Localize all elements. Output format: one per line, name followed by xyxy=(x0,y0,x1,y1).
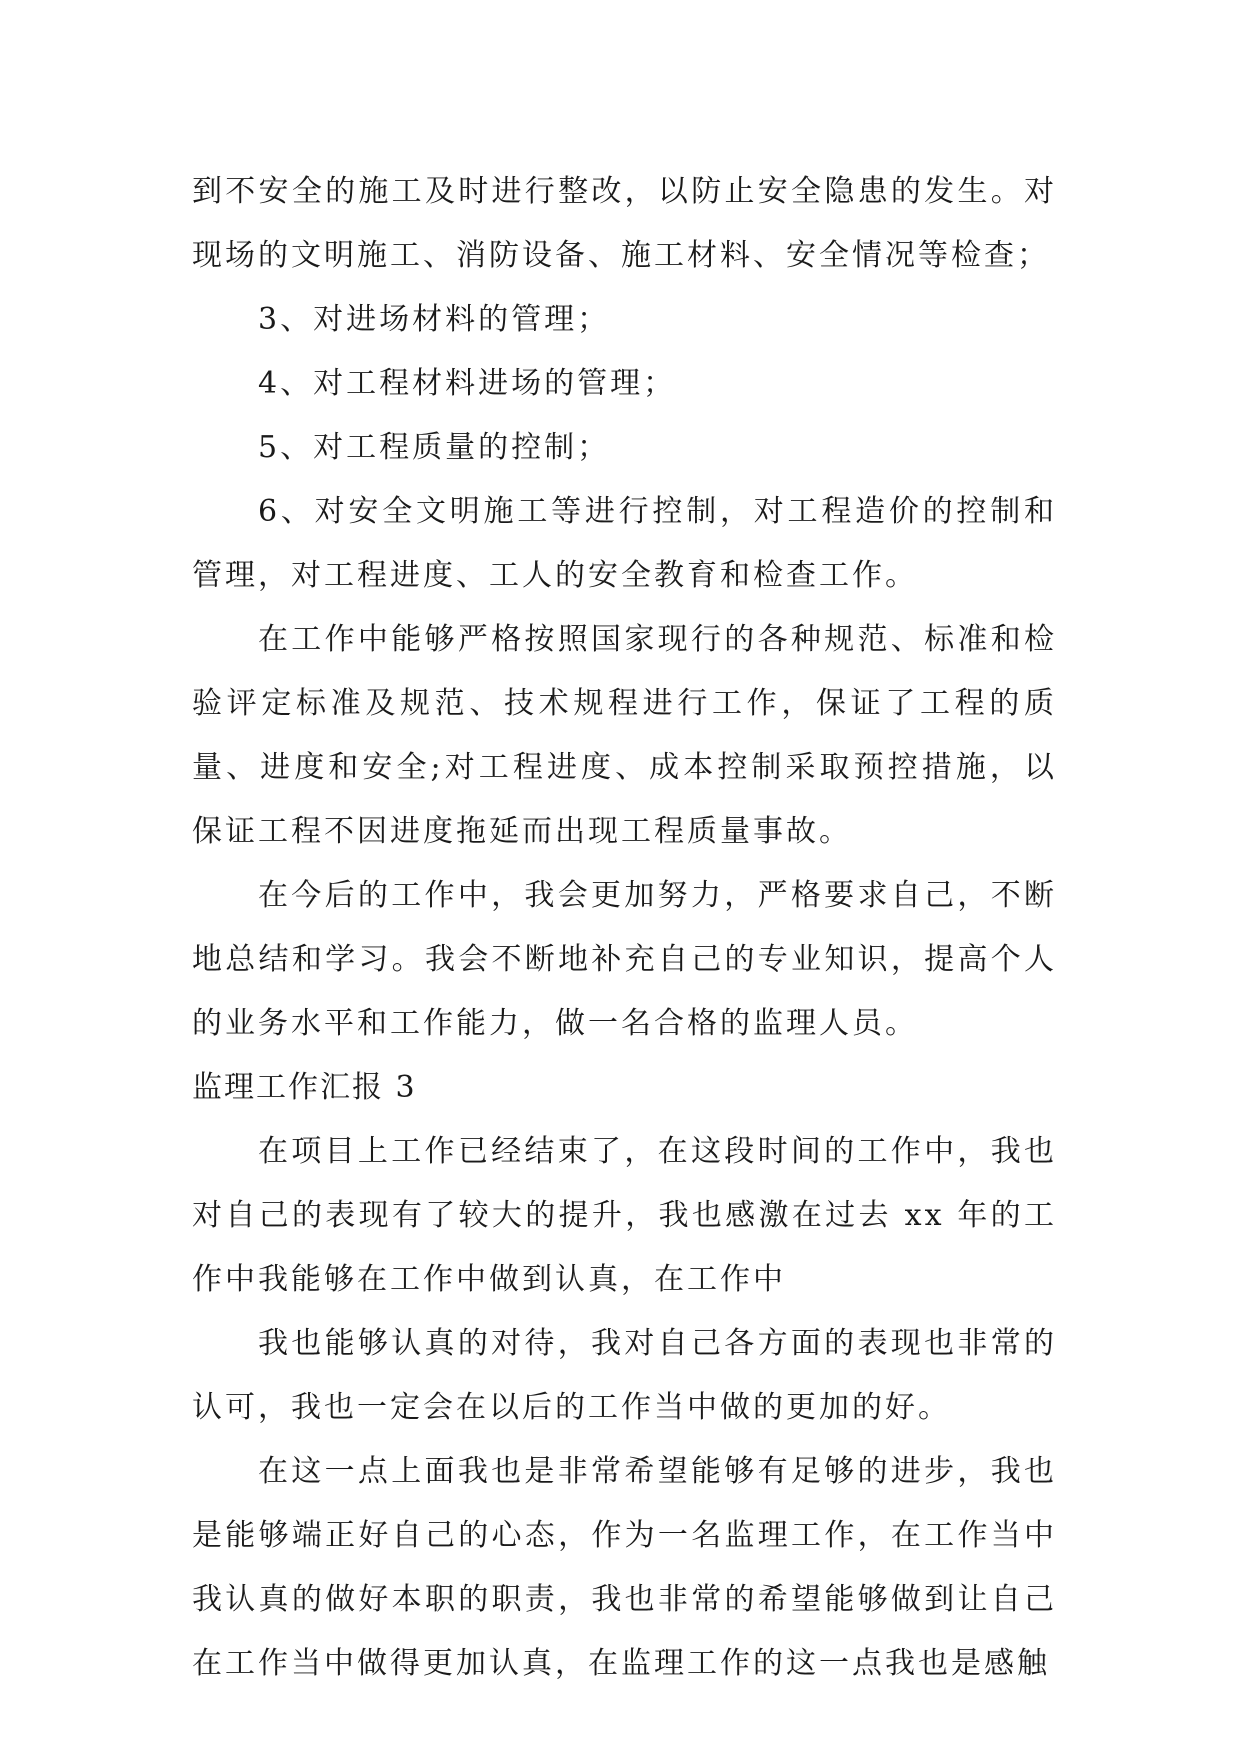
list-item-5: 5、对工程质量的控制； xyxy=(258,430,611,465)
list-item-4: 4、对工程材料进场的管理； xyxy=(258,366,677,401)
paragraph-safety-inspection: 到不安全的施工及时进行整改，以防止安全隐患的发生。对现场的文明施工、消防设备、施工材料、安全情况等检查； xyxy=(192,174,1057,273)
list-item-3: 3、对进场材料的管理； xyxy=(258,302,611,337)
section-paragraph-1: 在项目上工作已经结束了，在这段时间的工作中，我也对自己的表现有了较大的提升，我也感激在过去 xx 年的工作中我能够在工作中做到认真，在工作中 xyxy=(192,1134,1057,1297)
list-item-6: 6、对安全文明施工等进行控制，对工程造价的控制和管理，对工程进度、工人的安全教育和检查工作。 xyxy=(192,494,1057,593)
section-paragraph-3: 在这一点上面我也是非常希望能够有足够的进步，我也是能够端正好自己的心态，作为一名监理工作，在工作当中我认真的做好本职的职责，我也非常的希望能够做到让自己在工作当中做得更加认真，在监理工作的这一点我也是感触 xyxy=(192,1454,1057,1681)
section-paragraph-2: 我也能够认真的对待，我对自己各方面的表现也非常的认可，我也一定会在以后的工作当中做的更加的好。 xyxy=(192,1326,1057,1425)
document-page xyxy=(192,160,1057,1696)
section-title: 监理工作汇报 3 xyxy=(192,1070,417,1105)
paragraph-future-work: 在今后的工作中，我会更加努力，严格要求自己，不断地总结和学习。我会不断地补充自己的专业知识，提高个人的业务水平和工作能力，做一名合格的监理人员。 xyxy=(192,878,1057,1041)
paragraph-standards: 在工作中能够严格按照国家现行的各种规范、标准和检验评定标准及规范、技术规程进行工作，保证了工程的质量、进度和安全;对工程进度、成本控制采取预控措施，以保证工程不因进度拖延而出现工程质量事故。 xyxy=(192,622,1057,849)
